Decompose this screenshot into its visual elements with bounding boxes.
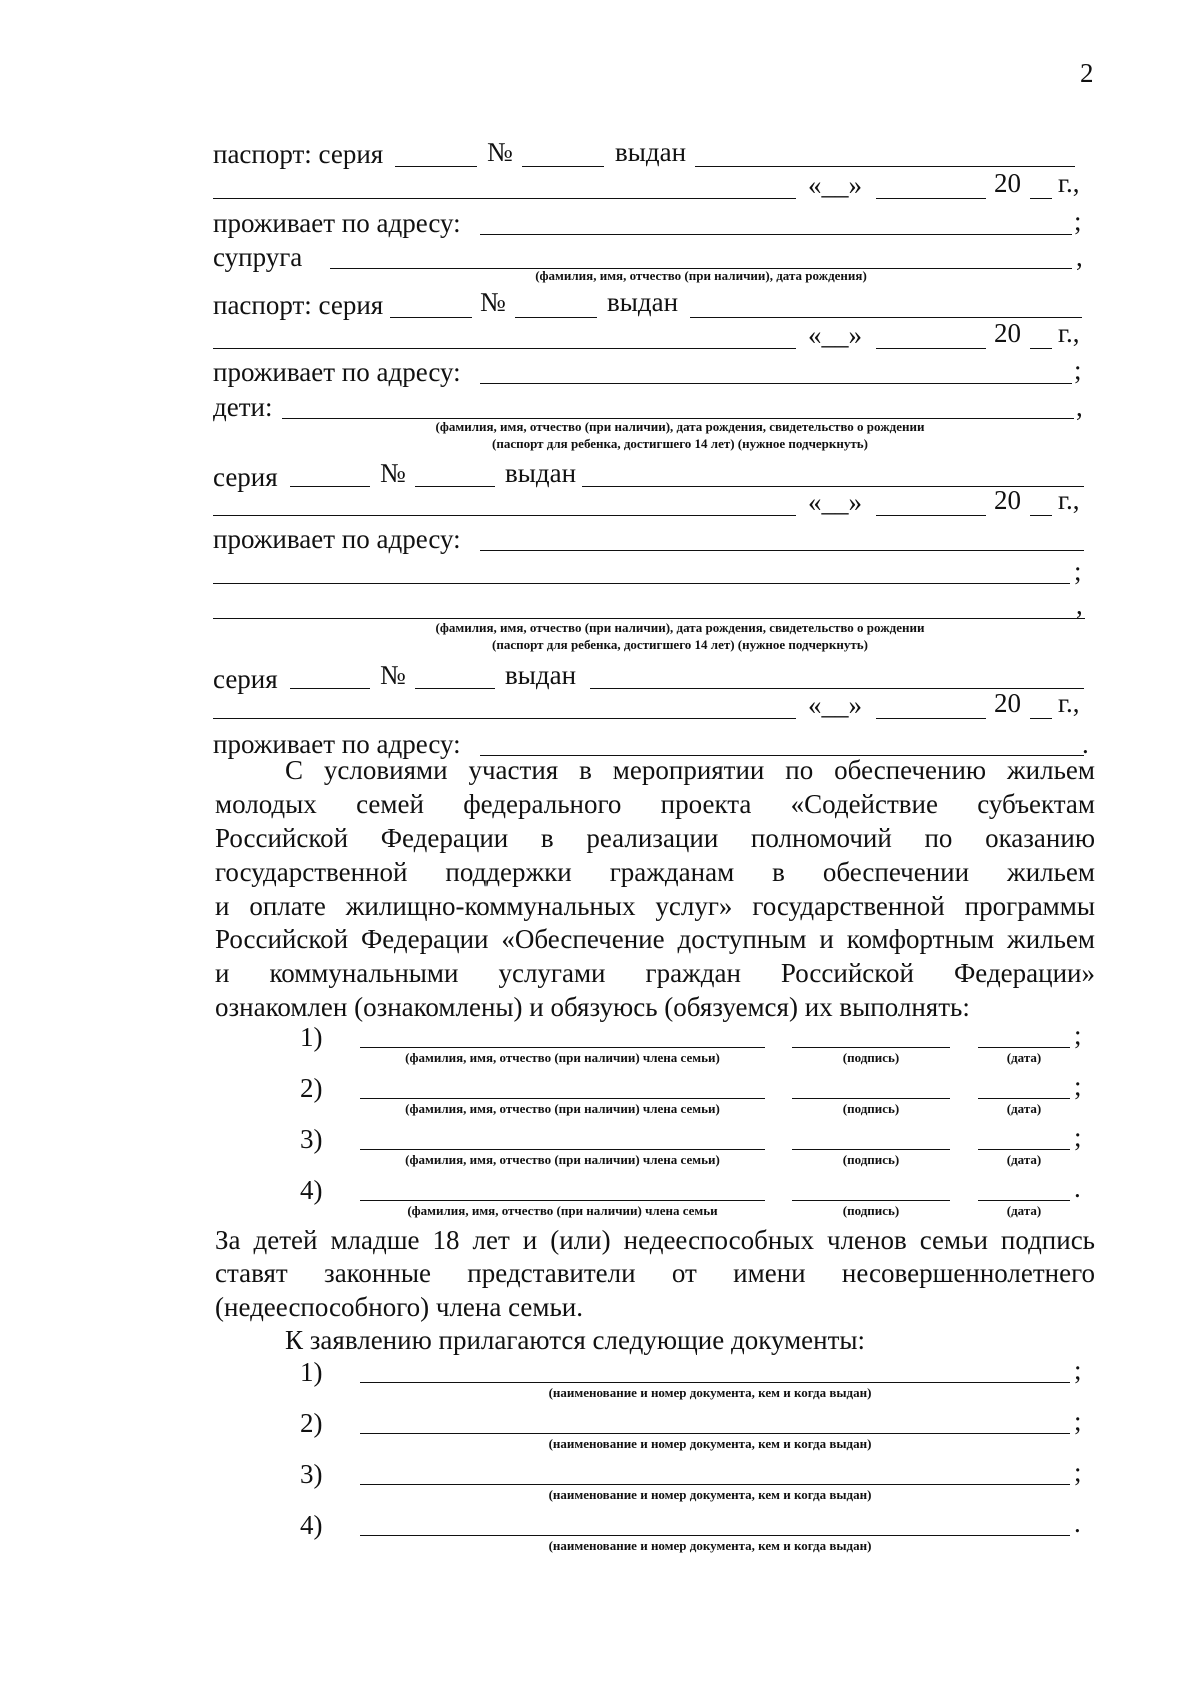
document-end: ; — [1074, 1355, 1082, 1385]
children-label: дети: — [213, 392, 273, 422]
document-number: 1) — [300, 1357, 323, 1387]
passport-issued-by-field[interactable] — [695, 166, 1075, 167]
member-name-field[interactable] — [360, 1047, 765, 1048]
conditions-line-8: ознакомлен (ознакомлены) и обязуюсь (обязуемся) их выполнять: — [215, 992, 970, 1022]
document-end: ; — [1074, 1406, 1082, 1436]
spouse-label: супруга — [213, 242, 303, 272]
member-name-caption: (фамилия, имя, отчество (при наличии) члена семьи — [407, 1203, 718, 1218]
member-signature-caption: (подпись) — [842, 1152, 900, 1167]
guardian-line-1: За детей младше 18 лет и (или) недееспособных членов семьи подпись — [215, 1225, 1095, 1255]
signature-number: 1) — [300, 1022, 323, 1052]
child-address-field[interactable] — [480, 550, 1084, 551]
passport-series-label: паспорт: серия — [213, 139, 384, 169]
guardian-line-2: ставят законные представители от имени несовершеннолетнего — [215, 1258, 1095, 1288]
member-name-caption: (фамилия, имя, отчество (при наличии) члена семьи) — [405, 1050, 720, 1065]
address-end: ; — [1074, 206, 1082, 236]
passport-issued-by-field[interactable] — [690, 317, 1082, 318]
document-field[interactable] — [360, 1484, 1070, 1485]
address-label: проживает по адресу: — [213, 729, 461, 759]
year-prefix: 20 — [994, 318, 1021, 348]
child-issued-by-field-cont[interactable] — [213, 718, 796, 719]
child-number-field[interactable] — [415, 486, 495, 487]
address-label: проживает по адресу: — [213, 524, 461, 554]
passport-series-field[interactable] — [390, 317, 472, 318]
document-field[interactable] — [360, 1433, 1070, 1434]
child-issued-by-field-cont[interactable] — [213, 515, 796, 516]
signature-end: ; — [1074, 1122, 1082, 1152]
member-date-field[interactable] — [978, 1047, 1070, 1048]
child-caption-line2: (паспорт для ребенка, достигшего 14 лет) (нужное подчеркнуть) — [492, 436, 868, 451]
document-end: ; — [1074, 1457, 1082, 1487]
document-number: 3) — [300, 1459, 323, 1489]
member-signature-field[interactable] — [792, 1098, 950, 1099]
year-prefix: 20 — [994, 688, 1021, 718]
address-label: проживает по адресу: — [213, 208, 461, 238]
child-year-field[interactable] — [1030, 718, 1052, 719]
conditions-line-5: и оплате жилищно-коммунальных услуг» государственной программы — [215, 891, 1095, 921]
conditions-line-7: и коммунальными услугами граждан Российской Федерации» — [215, 958, 1095, 988]
document-caption: (наименование и номер документа, кем и когда выдан) — [548, 1538, 872, 1553]
member-date-field[interactable] — [978, 1200, 1070, 1201]
date-quotes: «__» — [808, 320, 862, 350]
member-date-caption: (дата) — [1006, 1101, 1042, 1116]
address-field[interactable] — [480, 234, 1072, 235]
child-date-field[interactable] — [876, 718, 986, 719]
passport-issued-by-field-cont[interactable] — [213, 348, 796, 349]
member-signature-caption: (подпись) — [842, 1050, 900, 1065]
passport-year-field[interactable] — [1030, 348, 1052, 349]
year-prefix: 20 — [994, 168, 1021, 198]
passport-date-field[interactable] — [876, 348, 986, 349]
passport-year-field[interactable] — [1030, 198, 1052, 199]
member-signature-caption: (подпись) — [842, 1101, 900, 1116]
address-field[interactable] — [480, 383, 1072, 384]
document-caption: (наименование и номер документа, кем и когда выдан) — [548, 1385, 872, 1400]
year-suffix: г., — [1058, 688, 1080, 718]
address-end: ; — [1074, 556, 1082, 586]
document-field[interactable] — [360, 1535, 1070, 1536]
signature-number: 4) — [300, 1175, 323, 1205]
spouse-caption: (фамилия, имя, отчество (при наличии), дата рождения) — [535, 268, 867, 283]
member-date-caption: (дата) — [1006, 1152, 1042, 1167]
signature-number: 3) — [300, 1124, 323, 1154]
child-date-field[interactable] — [876, 515, 986, 516]
document-number: 2) — [300, 1408, 323, 1438]
passport-number-field[interactable] — [522, 166, 604, 167]
document-caption: (наименование и номер документа, кем и когда выдан) — [548, 1487, 872, 1502]
issued-label: выдан — [505, 660, 577, 690]
number-sign: № — [487, 137, 513, 167]
conditions-line-2: молодых семей федерального проекта «Содействие субъектам — [215, 789, 1095, 819]
member-signature-field[interactable] — [792, 1200, 950, 1201]
conditions-line-4: государственной поддержки гражданам в обеспечении жильем — [215, 857, 1095, 887]
member-name-caption: (фамилия, имя, отчество (при наличии) члена семьи) — [405, 1101, 720, 1116]
member-name-field[interactable] — [360, 1098, 765, 1099]
child-caption-line1: (фамилия, имя, отчество (при наличии), дата рождения, свидетельство о рождении — [435, 620, 925, 635]
date-quotes: «__» — [808, 690, 862, 720]
document-end: . — [1074, 1508, 1081, 1538]
member-name-field[interactable] — [360, 1149, 765, 1150]
children-end: , — [1076, 392, 1083, 422]
date-quotes: «__» — [808, 487, 862, 517]
number-sign: № — [480, 287, 506, 317]
child-year-field[interactable] — [1030, 515, 1052, 516]
year-suffix: г., — [1058, 485, 1080, 515]
date-quotes: «__» — [808, 170, 862, 200]
child-number-field[interactable] — [415, 688, 495, 689]
member-name-caption: (фамилия, имя, отчество (при наличии) члена семьи) — [405, 1152, 720, 1167]
child-series-label: серия — [213, 462, 278, 492]
year-suffix: г., — [1058, 318, 1080, 348]
address-end: . — [1082, 729, 1089, 759]
year-suffix: г., — [1058, 168, 1080, 198]
page-number: 2 — [1080, 58, 1094, 88]
year-prefix: 20 — [994, 485, 1021, 515]
guardian-line-3: (недееспособного) члена семьи. — [215, 1292, 583, 1322]
member-date-caption: (дата) — [1006, 1203, 1042, 1218]
conditions-line-3: Российской Федерации в реализации полномочий по оказанию — [215, 823, 1095, 853]
child-series-label: серия — [213, 664, 278, 694]
member-date-field[interactable] — [978, 1098, 1070, 1099]
address-label: проживает по адресу: — [213, 357, 461, 387]
passport-date-field[interactable] — [876, 198, 986, 199]
spouse-end: , — [1076, 242, 1083, 272]
child2-end: , — [1076, 590, 1083, 620]
member-name-field[interactable] — [360, 1200, 765, 1201]
passport-series-label: паспорт: серия — [213, 290, 384, 320]
conditions-line-6: Российской Федерации «Обеспечение доступным и комфортным жильем — [215, 924, 1095, 954]
issued-label: выдан — [505, 458, 577, 488]
child-caption-line2: (паспорт для ребенка, достигшего 14 лет) (нужное подчеркнуть) — [492, 637, 868, 652]
member-signature-field[interactable] — [792, 1047, 950, 1048]
document-number: 4) — [300, 1510, 323, 1540]
passport-number-field[interactable] — [515, 317, 597, 318]
issued-label: выдан — [615, 137, 687, 167]
child-address-field-cont[interactable] — [213, 583, 1070, 584]
member-signature-field[interactable] — [792, 1149, 950, 1150]
child-name-field[interactable] — [213, 618, 1085, 619]
child-caption-line1: (фамилия, имя, отчество (при наличии), дата рождения, свидетельство о рождении — [435, 419, 925, 434]
member-date-caption: (дата) — [1006, 1050, 1042, 1065]
member-signature-caption: (подпись) — [842, 1203, 900, 1218]
signature-end: ; — [1074, 1071, 1082, 1101]
document-caption: (наименование и номер документа, кем и когда выдан) — [548, 1436, 872, 1451]
conditions-line-1: С условиями участия в мероприятии по обеспечению жильем — [285, 755, 1095, 785]
member-date-field[interactable] — [978, 1149, 1070, 1150]
child-series-field[interactable] — [290, 688, 370, 689]
number-sign: № — [380, 660, 406, 690]
address-end: ; — [1074, 355, 1082, 385]
passport-issued-by-field-cont[interactable] — [213, 198, 796, 199]
signature-end: . — [1074, 1173, 1081, 1203]
number-sign: № — [380, 458, 406, 488]
documents-heading: К заявлению прилагаются следующие документы: — [285, 1325, 866, 1355]
signature-end: ; — [1074, 1020, 1082, 1050]
passport-series-field[interactable] — [395, 166, 477, 167]
issued-label: выдан — [607, 287, 679, 317]
document-field[interactable] — [360, 1382, 1070, 1383]
signature-number: 2) — [300, 1073, 323, 1103]
child-series-field[interactable] — [290, 486, 370, 487]
